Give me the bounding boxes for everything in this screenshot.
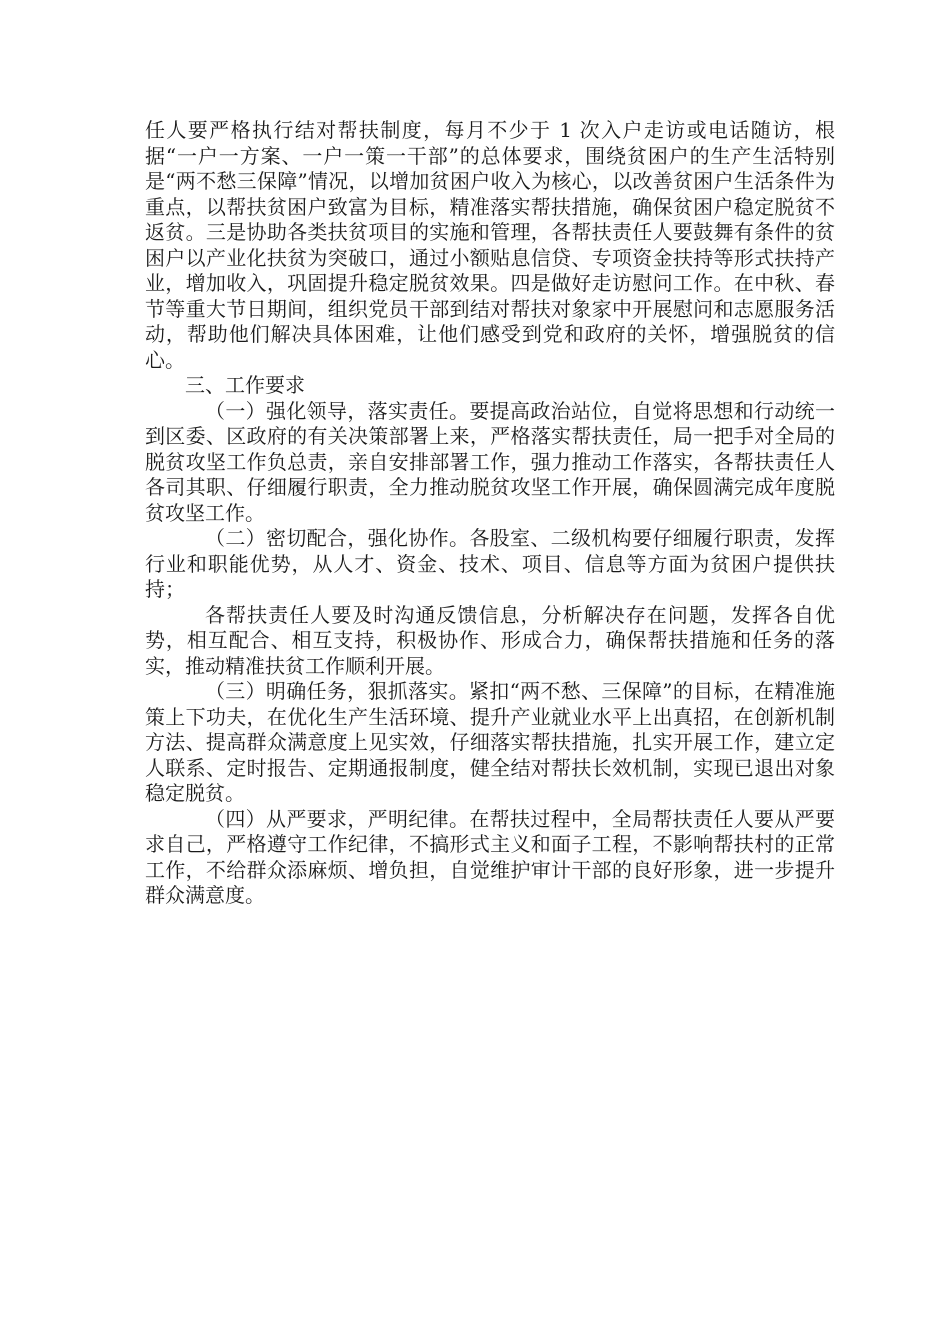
paragraph-strengthen-leadership: （一）强化领导，落实责任。要提高政治站位，自觉将思想和行动统一到区委、区政府的有关决策部署上来，严格落实帮扶责任，局一把手对全局的脱贫攻坚工作负总责，亲自安排部署工作，强力推动工作落实，各帮扶责任人各司其职、仔细履行职责，全力推动脱贫攻坚工作开展，确保圆满完成年度脱贫攻坚工作。: [145, 398, 835, 525]
section-heading-work-requirements: 三、工作要求: [185, 373, 305, 397]
paragraph-communication-feedback: 各帮扶责任人要及时沟通反馈信息，分析解决存在问题，发挥各自优势，相互配合、相互支持，积极协作、形成合力，确保帮扶措施和任务的落实，推动精准扶贫工作顺利开展。: [145, 602, 835, 678]
paragraph-close-cooperation: （二）密切配合，强化协作。各股室、二级机构要仔细履行职责，发挥行业和职能优势，从人才、资金、技术、项目、信息等方面为贫困户提供扶持；: [145, 526, 835, 601]
document-body: [145, 118, 835, 909]
paragraph-continued: 任人要严格执行结对帮扶制度，每月不少于 1 次入户走访或电话随访，根据“一户一方案、一户一策一干部”的总体要求，围绕贫困户的生产生活特别是“两不愁三保障”情况，以增加贫困户收入为核心，以改善贫困户生活条件为重点，以帮扶贫困户致富为目标，精准落实帮扶措施，确保贫困户稳定脱贫不返贫。三是协助各类扶贫项目的实施和管理，各帮扶责任人要鼓舞有条件的贫困户以产业化扶贫为突破口，通过小额贴息信贷、专项资金扶持等形式扶持产业，增加收入，巩固提升稳定脱贫效果。四是做好走访慰问工作。在中秋、春节等重大节日期间，组织党员干部到结对帮扶对象家中开展慰问和志愿服务活动，帮助他们解决具体困难，让他们感受到党和政府的关怀，增强脱贫的信心。: [145, 118, 835, 372]
paragraph-clarify-tasks: （三）明确任务，狠抓落实。紧扣“两不愁、三保障”的目标，在精准施策上下功夫，在优化生产生活环境、提升产业就业水平上出真招，在创新机制方法、提高群众满意度上见实效，仔细落实帮扶措施，扎实开展工作，建立定人联系、定时报告、定期通报制度，健全结对帮扶长效机制，实现已退出对象稳定脱贫。: [145, 679, 835, 805]
paragraph-strict-discipline: （四）从严要求，严明纪律。在帮扶过程中，全局帮扶责任人要从严要求自己，严格遵守工作纪律，不搞形式主义和面子工程，不影响帮扶村的正常工作，不给群众添麻烦、增负担，自觉维护审计干部的良好形象，进一步提升群众满意度。: [145, 806, 835, 907]
